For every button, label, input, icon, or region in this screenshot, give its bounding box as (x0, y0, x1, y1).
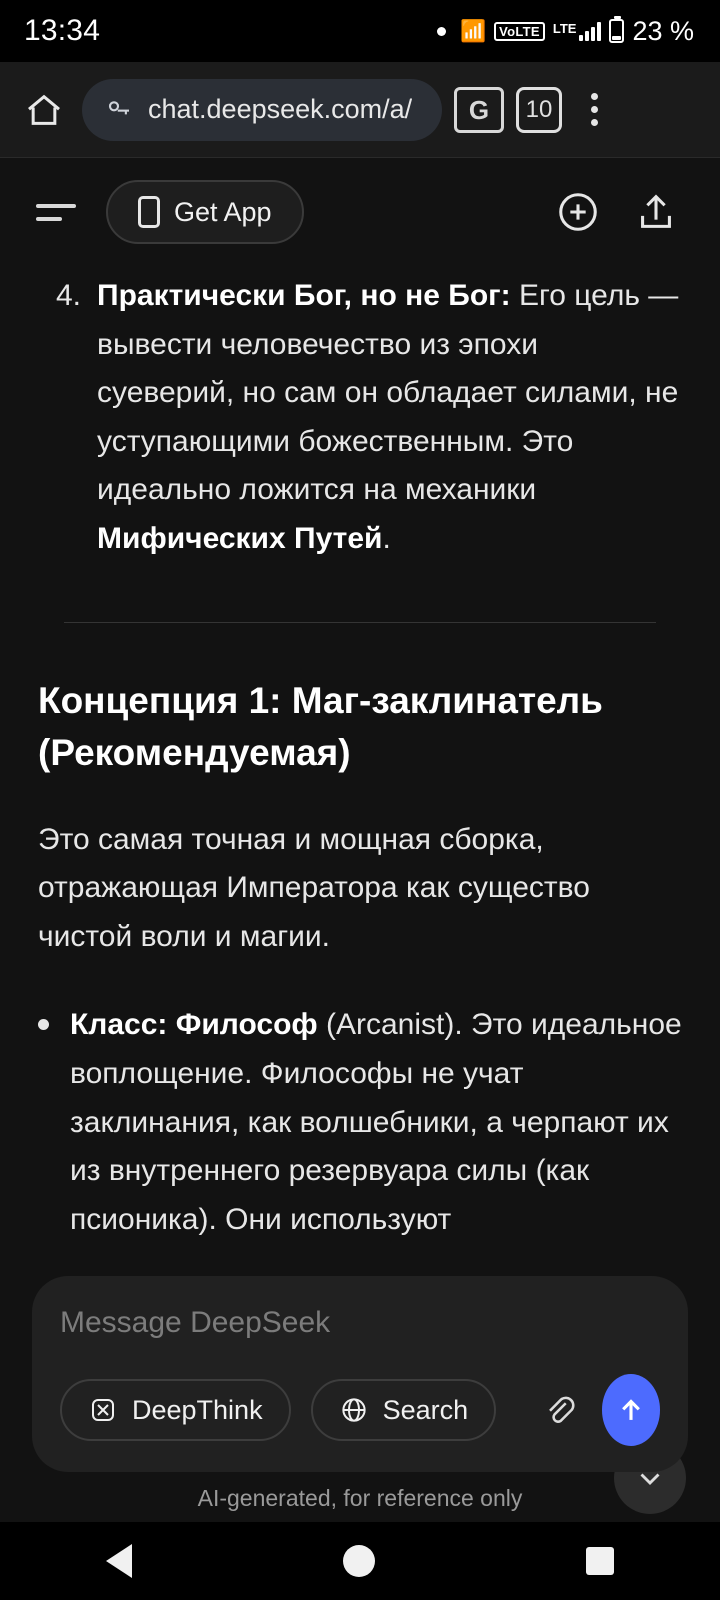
page-info-icon (104, 95, 134, 125)
signal-bars-icon (579, 21, 601, 41)
disclaimer-text: AI-generated, for reference only (197, 1485, 523, 1511)
back-icon[interactable] (106, 1544, 132, 1578)
list-item-tail: . (382, 521, 391, 555)
translate-glyph: G (468, 94, 490, 125)
recents-icon[interactable] (586, 1547, 614, 1575)
paperclip-icon[interactable] (536, 1382, 581, 1438)
tab-switcher-icon[interactable] (516, 87, 562, 133)
globe-icon (339, 1395, 369, 1425)
deepthink-button[interactable] (60, 1379, 291, 1441)
phone-icon (138, 196, 160, 228)
url-text: chat.deepseek.com/a/ (148, 94, 413, 124)
search-label: Search (382, 1394, 469, 1425)
battery-icon (609, 19, 624, 43)
home-circle-icon[interactable] (343, 1545, 375, 1577)
battery-percent: 23 % (632, 15, 694, 46)
bullet-list-item (38, 1001, 682, 1244)
more-options-icon[interactable] (574, 93, 614, 126)
lte-label: LTE (552, 21, 577, 36)
status-icons (437, 16, 694, 47)
list-item-text: Его цель — вывести человечество из эпохи суеверий, но сам он обладает силами, не уступающими божественным. Это идеально ложится на механики (97, 279, 679, 507)
status-clock: 13:34 (24, 14, 101, 47)
list-item-tail-bold: Мифических Путей (97, 521, 383, 555)
send-button[interactable] (602, 1374, 660, 1446)
bullet-text: (Arcanist). Это идеальное воплощение. Философы не учат заклинания, как волшебники, а черпают их из внутреннего резервуара силы (как псионика). Они используют (70, 1008, 682, 1236)
tab-count: 10 (525, 95, 553, 123)
search-button[interactable] (311, 1379, 497, 1441)
bullet-point-icon (38, 1001, 52, 1244)
get-app-label: Get App (174, 196, 272, 227)
composer[interactable] (32, 1276, 688, 1472)
section-heading: Концепция 1: Маг-заклинатель (Рекомендуемая) (38, 679, 603, 774)
list-item-body (97, 272, 682, 564)
divider (64, 622, 656, 623)
composer-actions (60, 1374, 660, 1446)
list-item (38, 272, 682, 564)
send-arrow-up-icon (614, 1393, 648, 1427)
share-icon[interactable] (628, 184, 684, 240)
new-chat-plus-icon[interactable] (550, 184, 606, 240)
home-icon[interactable] (18, 84, 70, 136)
browser-toolbar (0, 62, 720, 158)
translate-icon[interactable] (454, 87, 504, 133)
deepthink-icon (88, 1395, 118, 1425)
sidebar-toggle-icon[interactable] (36, 188, 84, 236)
composer-container (0, 1276, 720, 1472)
status-bar (0, 0, 720, 62)
vibrate-mode-icon: 📶 (459, 19, 487, 43)
volte-icon: VoLTE (494, 22, 545, 41)
bullet-body (70, 1001, 682, 1244)
section-paragraph: Это самая точная и мощная сборка, отражающая Императора как существо чистой воли и магии. (38, 822, 590, 953)
notification-dot-icon (437, 27, 446, 36)
message-input[interactable]: Message DeepSeek (60, 1306, 331, 1339)
system-navigation-bar (0, 1522, 720, 1600)
address-bar[interactable] (82, 79, 442, 141)
deepthink-label: DeepThink (132, 1394, 263, 1425)
signal-icon (553, 21, 602, 41)
list-item-number: 4. (56, 279, 82, 312)
get-app-button[interactable] (106, 180, 304, 244)
list-item-lead: Практически Бог, но не Бог: (97, 279, 511, 312)
bullet-lead: Класс: Философ (70, 1008, 318, 1042)
app-header (0, 158, 720, 266)
